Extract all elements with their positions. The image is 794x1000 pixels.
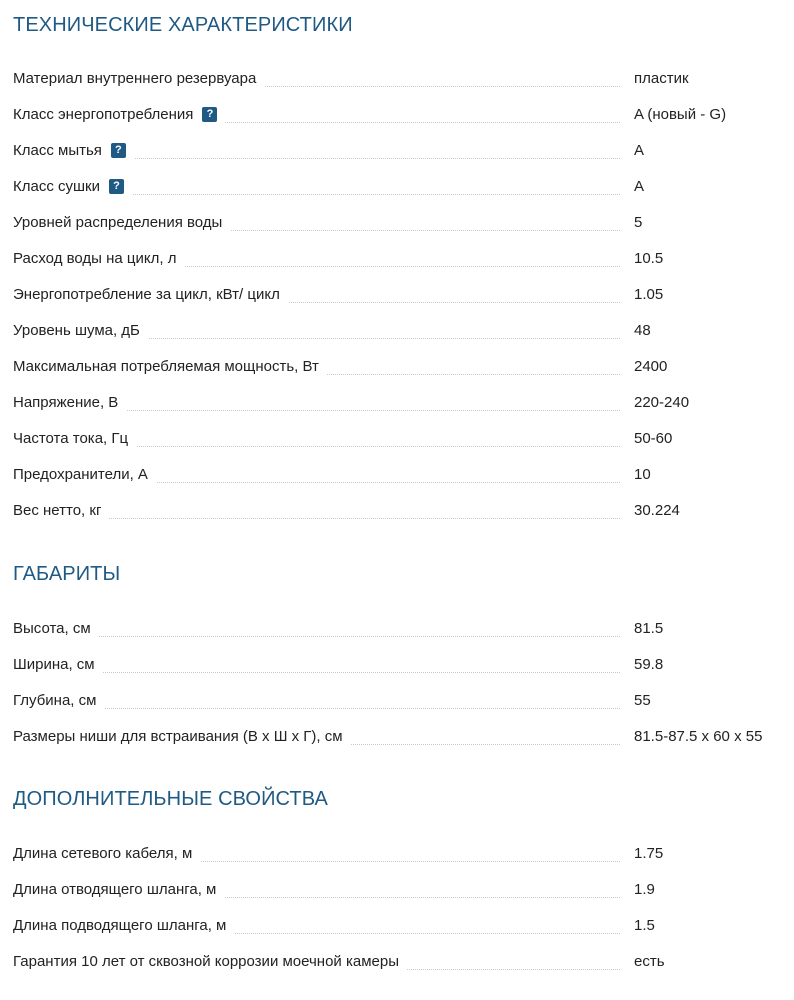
help-icon[interactable]: ?: [202, 107, 217, 122]
section-title: ГАБАРИТЫ: [13, 563, 121, 585]
spec-row: [13, 342, 783, 378]
spec-row: [13, 829, 783, 865]
spec-value: 220-240: [634, 393, 690, 411]
spec-list: [13, 54, 783, 522]
spec-row: [13, 306, 783, 342]
spec-row: [13, 378, 783, 414]
spec-value: 1.9: [634, 880, 655, 898]
dotted-leader: [13, 636, 620, 637]
section-tech-specs: [13, 11, 783, 522]
spec-label: Класс сушки: [13, 177, 100, 195]
spec-row: [13, 486, 783, 522]
spec-label: Уровень шума, дБ: [13, 321, 140, 339]
spec-label: Класс энергопотребления: [13, 105, 194, 123]
spec-list: [13, 829, 783, 973]
spec-row: [13, 640, 783, 676]
spec-value: 10.5: [634, 249, 664, 267]
help-icon[interactable]: ?: [109, 179, 124, 194]
spec-value: 30.224: [634, 501, 680, 519]
spec-row: [13, 90, 783, 126]
spec-value: A (новый - G): [634, 105, 727, 123]
section-additional-features: [13, 785, 783, 973]
spec-label: Ширина, см: [13, 655, 95, 673]
spec-value: пластик: [634, 69, 689, 87]
spec-row: [13, 270, 783, 306]
spec-value: A: [634, 141, 645, 159]
spec-label: Глубина, см: [13, 691, 97, 709]
spec-value: 1.05: [634, 285, 664, 303]
spec-label: Максимальная потребляемая мощность, Вт: [13, 357, 319, 375]
spec-row: [13, 676, 783, 712]
spec-label: Класс мытья: [13, 141, 102, 159]
section-title: ДОПОЛНИТЕЛЬНЫЕ СВОЙСТВА: [13, 788, 328, 810]
spec-row: [13, 937, 783, 973]
spec-row: [13, 901, 783, 937]
spec-label: Расход воды на цикл, л: [13, 249, 177, 267]
spec-value: 59.8: [634, 655, 664, 673]
spec-label: Предохранители, А: [13, 465, 148, 483]
dotted-leader: [13, 672, 620, 673]
spec-value: 10: [634, 465, 651, 483]
spec-row: [13, 414, 783, 450]
spec-value: есть: [634, 952, 665, 970]
spec-label: Длина отводящего шланга, м: [13, 880, 217, 898]
spec-row: [13, 604, 783, 640]
spec-label: Высота, см: [13, 619, 91, 637]
spec-row: [13, 162, 783, 198]
section-title: ТЕХНИЧЕСКИЕ ХАРАКТЕРИСТИКИ: [13, 14, 353, 36]
spec-label: Размеры ниши для встраивания (В х Ш х Г), см: [13, 727, 343, 745]
spec-value: 2400: [634, 357, 668, 375]
spec-row: [13, 54, 783, 90]
spec-value: A: [634, 177, 645, 195]
section-dimensions: [13, 560, 783, 748]
spec-label: Уровней распределения воды: [13, 213, 223, 231]
spec-row: [13, 234, 783, 270]
spec-list: [13, 604, 783, 748]
spec-value: 1.75: [634, 844, 664, 862]
spec-row: [13, 450, 783, 486]
spec-label: Длина сетевого кабеля, м: [13, 844, 193, 862]
spec-label: Частота тока, Гц: [13, 429, 129, 447]
spec-row: [13, 712, 783, 748]
spec-row: [13, 198, 783, 234]
spec-label: Длина подводящего шланга, м: [13, 916, 227, 934]
spec-value: 48: [634, 321, 651, 339]
spec-value: 5: [634, 213, 643, 231]
spec-label: Материал внутреннего резервуара: [13, 69, 257, 87]
spec-label: Энергопотребление за цикл, кВт/ цикл: [13, 285, 280, 303]
spec-label: Напряжение, В: [13, 393, 119, 411]
spec-value: 55: [634, 691, 651, 709]
spec-row: [13, 865, 783, 901]
spec-value: 81.5-87.5 x 60 x 55: [634, 727, 763, 745]
spec-label: Вес нетто, кг: [13, 501, 102, 519]
spec-row: [13, 126, 783, 162]
spec-value: 50-60: [634, 429, 673, 447]
help-icon[interactable]: ?: [111, 143, 126, 158]
spec-value: 1.5: [634, 916, 655, 934]
spec-value: 81.5: [634, 619, 664, 637]
spec-label: Гарантия 10 лет от сквозной коррозии моечной камеры: [13, 952, 399, 970]
